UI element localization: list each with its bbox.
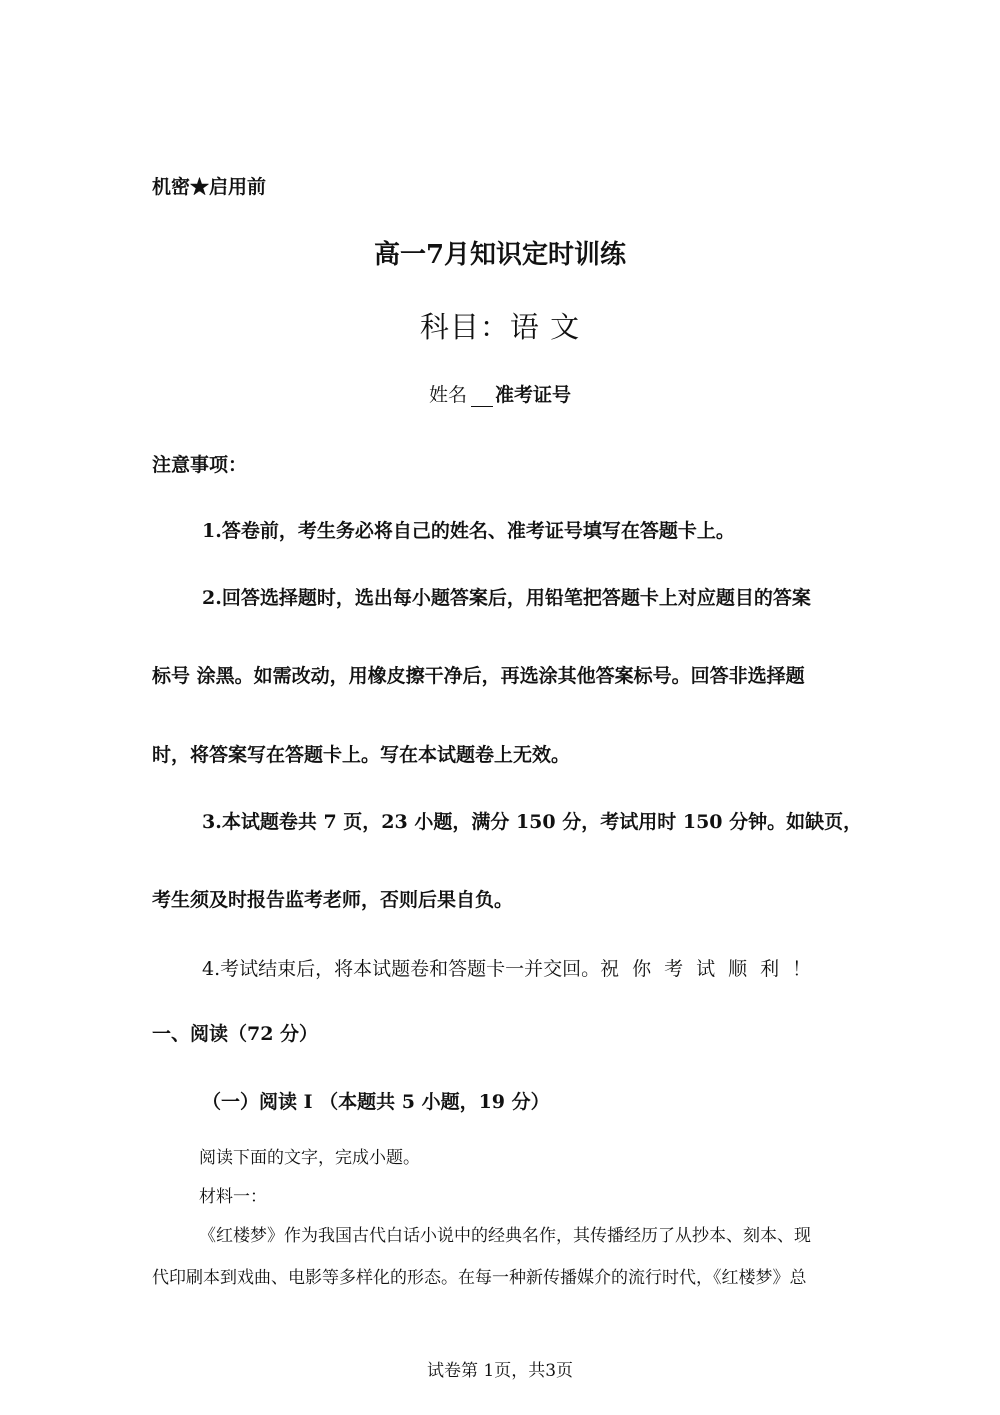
exam-id-label: 准考证号 <box>495 384 572 406</box>
notice-item-3-line-1: 3.本试题卷共 7 页，23 小题，满分 150 分，考试用时 150 分钟。如缺页， <box>202 811 863 833</box>
notice-item-3-line-2: 考生须及时报告监考老师，否则后果自负。 <box>152 889 514 911</box>
notice-heading: 注意事项： <box>152 454 248 476</box>
reading-instruction: 阅读下面的文字，完成小题。 <box>199 1148 420 1168</box>
page-footer: 试卷第 1页，共3页 <box>426 1361 574 1381</box>
notice-item-1: 1.答卷前，考生务必将自己的姓名、准考证号填写在答题卡上。 <box>202 520 735 542</box>
notice-item-4-text: 4.考试结束后，将本试题卷和答题卡一并交回。 <box>202 958 601 980</box>
section-1-heading: 一、阅读（72 分） <box>152 1023 319 1045</box>
notice-item-2-line-3: 时，将答案写在答题卡上。写在本试题卷上无效。 <box>152 744 571 766</box>
name-label: 姓名 <box>428 384 467 406</box>
name-row <box>0 380 1000 407</box>
notice-item-2-line-2: 标号 涂黑。如需改动，用橡皮擦干净后，再选涂其他答案标号。回答非选择题 <box>152 665 805 687</box>
name-blank <box>471 405 493 407</box>
passage-line-2: 代印刷本到戏曲、电影等多样化的形态。在每一种新传播媒介的流行时代，《红楼梦》总 <box>152 1268 807 1288</box>
notice-item-4 <box>202 954 824 981</box>
material-label: 材料一： <box>199 1187 267 1207</box>
subject-line: 科目：语 文 <box>419 310 581 344</box>
passage-line-1: 《红楼梦》作为我国古代白话小说中的经典名作，其传播经历了从抄本、刻本、现 <box>199 1226 811 1246</box>
section-1-sub-heading: （一）阅读 I （本题共 5 小题，19 分） <box>202 1091 550 1113</box>
exam-title: 高一7月知识定时训练 <box>373 240 627 270</box>
good-luck-wish: 祝你考试顺利！ <box>600 958 825 980</box>
confidential-label: 机密★启用前 <box>152 176 267 198</box>
notice-item-2-line-1: 2.回答选择题时，选出每小题答案后，用铅笔把答题卡上对应题目的答案 <box>202 587 811 609</box>
